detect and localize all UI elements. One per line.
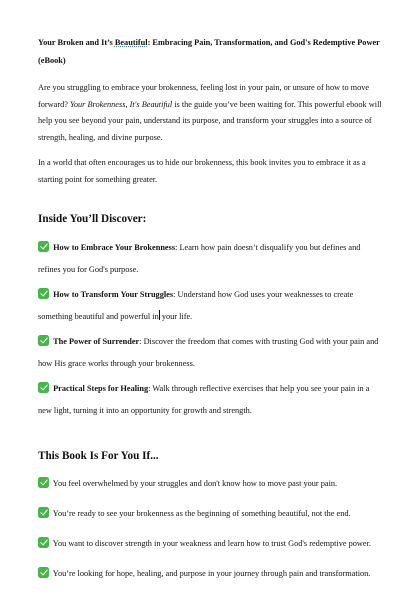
intro-text-start: Are you struggling to embrace your brokenness, feeling lost in your pain, or unsure of how to move forward?: [38, 83, 370, 109]
check-mark-icon: [38, 507, 49, 518]
check-mark-icon: [38, 477, 49, 488]
discover-item-surrender: [38, 331, 383, 375]
for-you-heading: This Book Is For You If...: [38, 450, 159, 462]
discover-item-healing: [38, 378, 383, 422]
discover-item-title: How to Embrace Your Brokenness: [53, 243, 176, 252]
for-you-item-text: You feel overwhelmed by your struggles and don't know how to move past your pain.: [52, 479, 338, 488]
world-paragraph: In a world that often encourages us to hide our brokenness, this book invites you to embrace it as a starting point for something greater.: [38, 158, 366, 184]
discover-item-text: : Understand how God uses your weaknesses to create something beautiful and powerful in: [38, 290, 354, 321]
check-mark-icon: [38, 335, 49, 346]
for-you-item: [38, 476, 383, 492]
document-title: [38, 34, 383, 70]
intro-paragraph: [38, 80, 383, 146]
for-you-item-text: You want to discover strength in your weakness and learn how to trust God's redemptive power.: [52, 539, 371, 548]
check-mark-icon: [38, 567, 49, 578]
discover-item-text: : Walk through reflective exercises that help you see your pain in a new light, turning it into an opportunity for growth and strength.: [38, 384, 370, 415]
discover-item-title: The Power of Surrender: [53, 337, 140, 346]
check-mark-icon: [38, 288, 49, 299]
discover-item-embrace: [38, 237, 383, 281]
for-you-item: [38, 536, 383, 552]
intro-text-end: is the guide you’ve been waiting for. This powerful ebook will help you see beyond your pain, understand its purpose, and transform your struggles into a source of strength, healing, and divine purpose.: [38, 99, 382, 142]
check-mark-icon: [38, 382, 49, 393]
discover-item-text-end: your life.: [159, 312, 193, 321]
discover-item-text: : Learn how pain doesn’t disqualify you but defines and refines you for God's purpose.: [38, 243, 361, 274]
title-text-end: : Embracing Pain, Transformation, and God's Redemptive Power (eBook): [38, 38, 380, 65]
discover-item-transform: [38, 284, 383, 328]
for-you-item-text: You’re looking for hope, healing, and purpose in your journey through pain and transformation.: [52, 569, 371, 578]
for-you-item: [38, 506, 383, 522]
title-text-start: Your Broken and It’s: [38, 38, 115, 47]
discover-item-title: How to Transform Your Struggles: [53, 290, 174, 299]
title-underlined-word: Beautiful: [114, 38, 148, 47]
document-page: [38, 34, 383, 596]
discover-item-title: Practical Steps for Healing: [53, 384, 149, 393]
check-mark-icon: [38, 537, 49, 548]
discover-item-text: : Discover the freedom that comes with trusting God with your pain and how His grace works through your brokenness.: [38, 337, 379, 368]
check-mark-icon: [38, 241, 49, 252]
discover-heading: Inside You’ll Discover:: [38, 213, 147, 225]
book-title-italic: Your Brokenness, It's Beautiful: [70, 99, 173, 109]
for-you-item: [38, 566, 383, 582]
for-you-item-text: You’re ready to see your brokenness as the beginning of something beautiful, not the end.: [52, 509, 351, 518]
